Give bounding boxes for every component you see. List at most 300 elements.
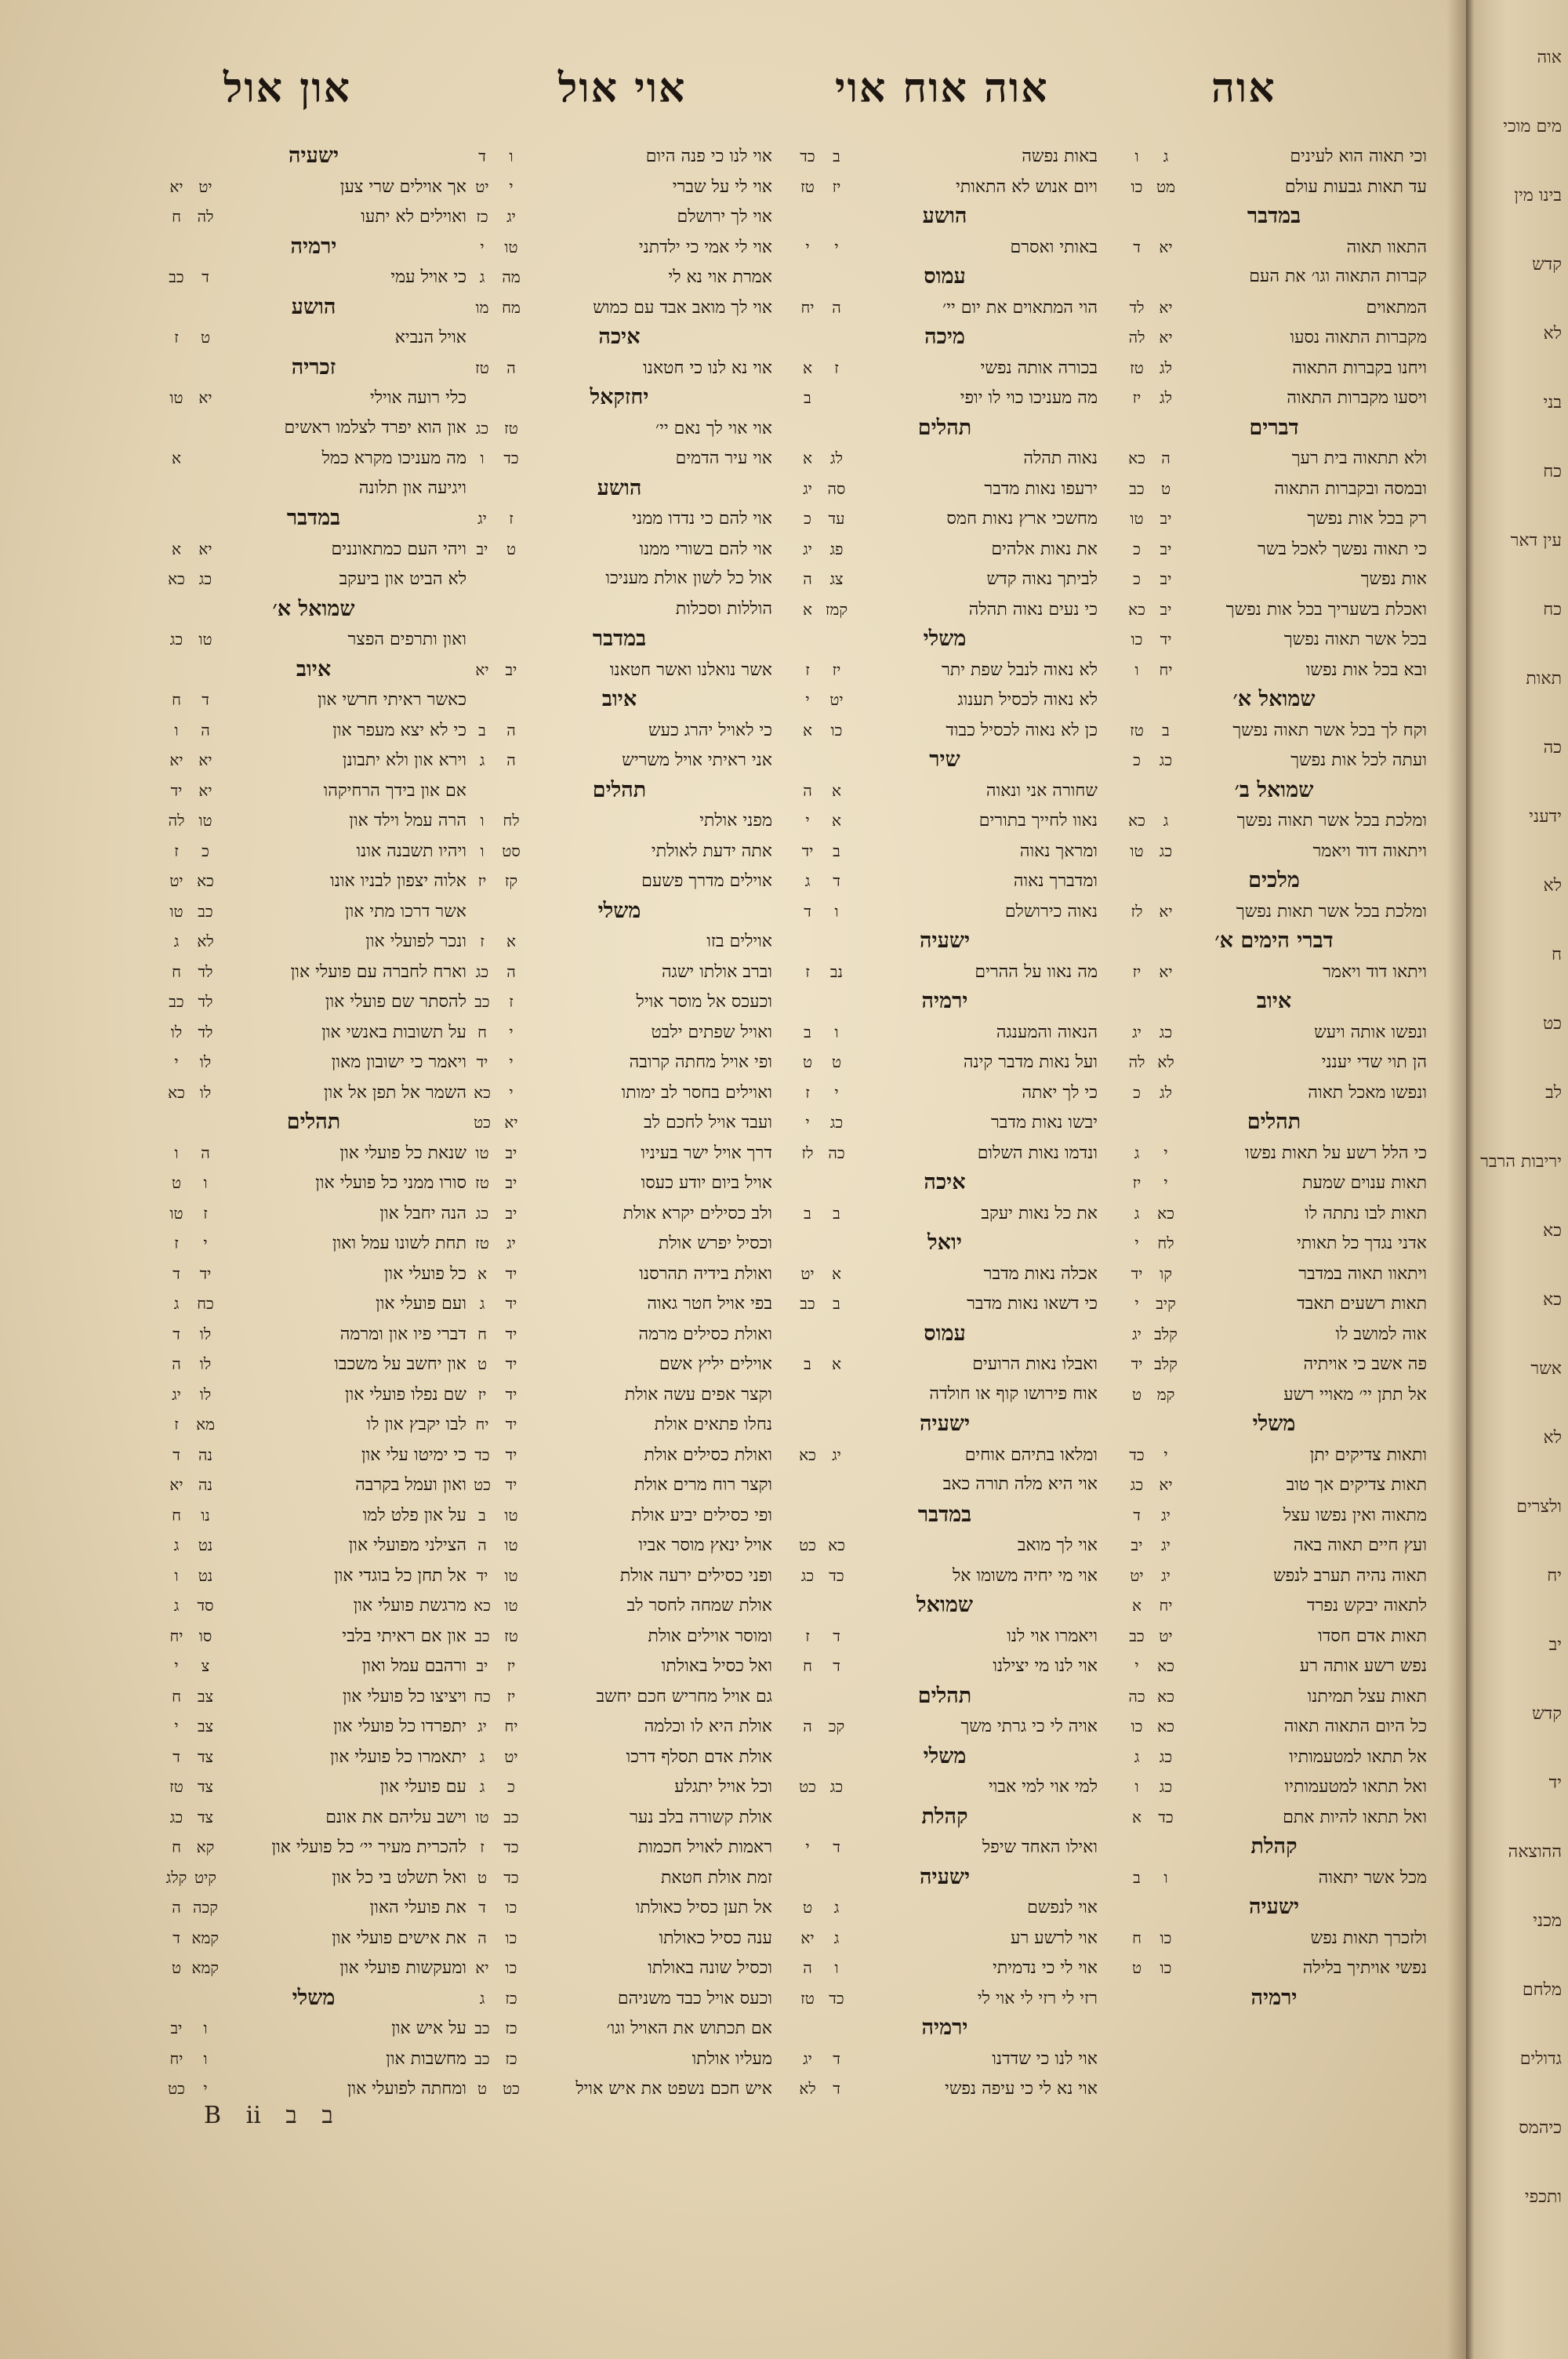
entry-text: ומלכת בכל אשר תאוה נפשך [1236,811,1427,831]
chapter-number: ז [834,358,839,377]
chapter-number: נה [198,1475,212,1494]
facing-page-fragment: לא [1543,1428,1562,1448]
book-heading [1121,413,1427,444]
entry-text: כי אויל עמי [390,267,466,287]
book-heading-label: איכה [924,1170,966,1194]
facing-page-fragment: לא [1543,876,1562,896]
entry-text: ואל כסיל באולתו [661,1656,772,1676]
entry-text: איש חכם נשפט את איש אויל [575,2079,772,2099]
chapter-number: כז [505,2019,517,2037]
entry-text: וקצר רוח מרים אולת [633,1475,772,1495]
running-head-col2: אוי אול [558,64,687,112]
chapter-number: טו [504,1565,518,1585]
chapter-number: י [203,2079,208,2098]
chapter-number: לו [199,1324,212,1343]
chapter-number: כג [1159,1022,1173,1041]
chapter-number: יא [198,388,212,407]
verse-number: כו [1131,1717,1143,1736]
concordance-entry [161,1892,466,1923]
verse-number: כט [474,1113,491,1132]
chapter-number: לא [197,932,214,951]
concordance-entry [792,594,1098,625]
entry-text: בפי אויל חטר גאוה [647,1294,772,1314]
chapter-number: קיב [1156,1294,1176,1313]
concordance-entry [161,1379,466,1410]
verse-number: כב [1129,478,1145,498]
verse-number: כב [474,2048,490,2068]
concordance-entry [466,715,772,746]
entry-text: יתאמרו כל פועלי און [330,1747,466,1767]
verse-number: כא [799,1445,816,1464]
chapter-number: כג [1159,1777,1173,1796]
entry-text: הוללות וסכלות [675,598,772,619]
concordance-entry [466,1590,772,1621]
concordance-entry [466,232,772,263]
concordance-entry [466,987,772,1017]
book-heading [466,896,772,927]
entry-text: סורו ממני כל פועלי און [315,1173,466,1193]
chapter-number: ד [833,871,840,890]
verse-number: טו [169,901,183,921]
entry-text: ומדברך נאוה [1013,871,1098,891]
entry-text: ועתה לכל אות נפשך [1290,751,1427,770]
entry-text: אדני נגדך כל תאותי [1297,1234,1427,1253]
entry-text: אשר נואלנו ואשר חטאנו [609,660,772,680]
concordance-entry [1121,836,1427,867]
entry-text: און יחשב על משכבו [334,1354,466,1374]
book-heading [466,383,772,413]
entry-text: ואבלו נאות הרועים [972,1354,1098,1374]
entry-text: הצילני מפועלי און [348,1536,466,1555]
concordance-entry [1121,655,1427,685]
book-heading [792,202,1098,232]
chapter-number: טו [504,1536,518,1554]
entry-text: אוח פירושו קוף או חולדה [929,1383,1098,1404]
verse-number: טו [475,1807,489,1826]
verse-number: י [174,1052,179,1071]
concordance-entry [1121,172,1427,202]
entry-text: ומעקשות פועלי און [339,1958,466,1978]
verse-number: א [477,1263,487,1283]
verse-number: ח [172,207,181,226]
chapter-number: לה [197,207,214,226]
chapter-number: מה [502,267,521,286]
entry-text: ענה כסיל כאולתו [659,1928,772,1948]
chapter-number: כ [507,1777,515,1796]
concordance-entry [161,1259,466,1289]
verse-number: ט [171,1173,182,1192]
concordance-entry [792,776,1098,806]
concordance-entry [1121,1198,1427,1229]
concordance-entry [466,564,772,594]
chapter-number: יח [1159,1596,1173,1615]
entry-text: הרה עמל וילד און [349,811,466,831]
entry-text: הן תוי שדי יענני [1321,1052,1427,1072]
concordance-entry [466,1953,772,1983]
chapter-number: ב [833,1294,840,1313]
concordance-entry [161,1772,466,1802]
chapter-number: קיט [194,1867,217,1887]
chapter-number: י [509,176,514,196]
chapter-number: צב [197,1686,214,1706]
concordance-entry [466,1259,772,1289]
concordance-entry [1121,1138,1427,1169]
entry-text: ולזכרך תאות נפש [1310,1928,1427,1948]
concordance-entry [1121,1349,1427,1379]
facing-page-fragment: עין דאר [1510,531,1562,551]
verse-number: כא [474,1082,491,1102]
verse-number: כג [475,418,489,438]
facing-page-fragment: ח [1551,945,1562,965]
concordance-entry [161,805,466,836]
facing-page-fragment: יריבות הרבר [1480,1152,1562,1172]
verse-number: ד [1133,237,1141,256]
chapter-number: כו [1160,1928,1172,1947]
chapter-number: ט [831,1052,842,1071]
concordance-entry [161,2013,466,2044]
entry-text: אתה ידעת לאולתי [651,841,772,861]
verse-number: א [802,449,812,467]
concordance-entry [792,2074,1098,2104]
book-heading [792,322,1098,353]
chapter-number: צד [197,1807,214,1826]
concordance-entry [466,805,772,836]
entry-text: ועם פועלי און [376,1294,466,1314]
chapter-number: י [509,1052,514,1071]
verse-number: כו [1131,176,1143,196]
concordance-entry [1121,1561,1427,1591]
verse-number: ז [174,1415,179,1434]
concordance-entry [161,1500,466,1531]
verse-number: א [802,358,812,377]
entry-text: ומוסר אוילים אולת [648,1626,772,1646]
entry-text: אוילים יליץ אשם [659,1354,772,1374]
chapter-number: י [509,1022,514,1041]
entry-text: וברב אולתו ישגה [661,961,772,982]
verse-number: ו [174,1565,179,1585]
facing-page-fragment: לא [1543,324,1562,343]
concordance-entry [161,1681,466,1712]
verse-number: מו [475,297,489,317]
chapter-number: ז [203,1203,208,1223]
concordance-column-2 [466,141,772,2104]
concordance-entry [792,1621,1098,1652]
book-heading [792,2013,1098,2044]
concordance-entry [161,1017,466,1048]
verse-number: א [802,599,812,619]
concordance-entry [1121,1590,1427,1621]
chapter-number: קלב [1154,1324,1178,1343]
verse-number: ט [477,1354,488,1373]
verse-number: יג [1132,1324,1142,1343]
concordance-entry [161,1349,466,1379]
book-heading-label: במדבר [592,627,647,651]
chapter-number: לג [1160,388,1172,407]
entry-text: באותי ואסרם [1010,237,1098,257]
chapter-number: לד [198,1022,213,1041]
verse-number: טז [475,1234,489,1252]
entry-text: כי לא יצא מעפר און [332,720,466,740]
concordance-entry [1121,474,1427,504]
verse-number: ד [478,147,486,165]
concordance-entry [466,745,772,776]
verse-number: טז [475,1173,489,1192]
entry-text: אוי מי יחיה משומו אל [952,1565,1098,1586]
concordance-entry [466,1017,772,1048]
verse-number: י [1134,1294,1139,1313]
entry-text: ועל נאות מדבר קינה [963,1052,1098,1072]
verse-number: ג [173,1294,180,1313]
chapter-number: ב [833,147,840,165]
entry-text: ויום אנוש לא התאותי [956,176,1098,197]
concordance-entry [1121,1681,1427,1712]
concordance-entry [161,1047,466,1078]
concordance-entry [466,1349,772,1379]
chapter-number: יא [1159,1475,1173,1494]
facing-page-fragment: קדש [1532,255,1562,274]
chapter-number: יג [1161,1505,1171,1525]
verse-number: כג [475,1203,489,1223]
chapter-number: טו [198,811,212,830]
verse-number: י [805,811,810,830]
chapter-number: ד [833,1626,840,1645]
book-heading-label: ישעיה [919,929,971,953]
concordance-entry [1121,1228,1427,1259]
concordance-entry [161,2044,466,2074]
verse-number: יח [475,1415,489,1434]
concordance-entry [1121,1621,1427,1652]
concordance-entry [1121,1017,1427,1048]
entry-text: על און פלט למו [362,1505,466,1525]
concordance-entry [1121,1440,1427,1470]
concordance-entry [466,1832,772,1863]
concordance-entry [1121,1863,1427,1893]
verse-number: כו [1131,630,1143,649]
chapter-number: י [203,1234,208,1252]
book-heading-label: במדבר [917,1502,972,1527]
chapter-number: י [1163,1445,1168,1464]
concordance-entry [1121,353,1427,383]
running-head-col1: און אול [223,64,352,112]
verse-number: יב [1131,1536,1143,1554]
entry-text: אויה לי כי גרתי משך [960,1717,1098,1736]
book-heading-label: תהלים [592,777,647,802]
concordance-entry [792,1138,1098,1169]
concordance-entry [466,1711,772,1742]
entry-text: אוי לנו כי שדדנו [992,2048,1098,2069]
chapter-number: יא [504,1113,518,1132]
concordance-entry [1121,262,1427,293]
chapter-number: קו [1160,1263,1172,1283]
chapter-number: טו [504,1596,518,1615]
verse-number: ה [803,569,812,588]
facing-page-fragment: לב [1545,1083,1562,1103]
facing-page-fragment: מים מוכי [1503,117,1562,136]
concordance-entry [466,172,772,202]
concordance-column-1 [161,141,466,2104]
chapter-number: א [831,780,841,800]
verse-number: יז [1132,388,1142,407]
chapter-number: ז [509,992,514,1011]
verse-number: ד [172,1747,180,1766]
book-heading-label: מלכים [1248,868,1300,892]
verse-number: ה [803,1958,812,1977]
book-heading-label: ישעיה [288,144,339,168]
chapter-number: סד [197,1596,214,1615]
entry-text: ונדמו נאות השלום [977,1143,1098,1163]
chapter-number: סו [198,1626,212,1645]
chapter-number: טז [504,1626,518,1645]
concordance-entry [466,1651,772,1681]
verse-number: ח [172,1837,181,1856]
chapter-number: ו [203,2019,208,2037]
book-heading [792,745,1098,776]
book-heading-label: מיכה [924,325,965,349]
verse-number: ב [478,720,486,740]
entry-text: שם נפלו פועלי און [345,1384,466,1405]
chapter-number: קכה [193,1898,218,1917]
book-heading [792,1681,1098,1712]
entry-text: ובמסה ובקברות התאוה [1274,478,1427,499]
chapter-number: י [509,1082,514,1102]
facing-page-fragment: גדולים [1519,2049,1562,2069]
verse-number: יב [170,2019,183,2037]
verse-number: ג [479,267,485,286]
chapter-number: יז [506,1686,516,1706]
verse-number: כ [1133,539,1141,558]
concordance-entry [792,172,1098,202]
concordance-entry [792,534,1098,565]
concordance-entry [466,1078,772,1108]
entry-text: אוי עיר הדמים [675,449,772,468]
concordance-entry [1121,564,1427,594]
chapter-number: ה [832,297,841,317]
chapter-number: יג [506,1234,516,1252]
entry-text: להסתר שם פועלי און [325,992,466,1012]
book-heading [1121,776,1427,806]
book-heading [792,1802,1098,1833]
entry-text: תאות עצל תמיתנו [1307,1686,1427,1707]
concordance-entry [466,443,772,474]
entry-text: וכי תאוה הוא לעינים [1290,147,1427,166]
entry-text: מה מעניכו כוי לו יופי [960,388,1098,408]
book-heading-label: תהלים [286,1110,341,1134]
verse-number: ט [802,1898,813,1917]
facing-page-fragment: יד [1548,1773,1562,1793]
verse-number: טו [169,388,183,407]
chapter-number: כח [197,1294,214,1313]
concordance-entry [161,624,466,655]
chapter-number: לג [1160,1082,1172,1102]
book-heading-label: תהלים [917,1683,972,1708]
book-heading [1121,202,1427,232]
concordance-entry [466,1228,772,1259]
book-heading [792,1742,1098,1772]
chapter-number: י [1163,1143,1168,1162]
verse-number: טז [800,176,815,196]
verse-number: י [174,1717,179,1736]
entry-text: כי ימיטו עלי און [361,1445,466,1465]
chapter-number: קמא [191,1928,219,1947]
entry-text: ואולת כסילים אולת [644,1445,772,1465]
chapter-number: יד [505,1354,517,1373]
chapter-number: ה [506,961,516,981]
book-heading-label: תהלים [917,415,972,440]
entry-text: בכל אשר תאוה נפשך [1283,630,1427,649]
entry-text: לא נאוה לכסיל תענוג [957,690,1098,710]
entry-text: אוי נא לנו כי חטאנו [643,358,772,378]
chapter-number: נב [829,961,844,981]
concordance-entry [792,1711,1098,1742]
entry-text: כי נעים נאוה תהלה [968,599,1098,620]
entry-text: אל תתן יי׳ מאויי רשע [1283,1384,1427,1405]
concordance-column-4 [1121,141,1427,2013]
book-heading [792,262,1098,293]
book-heading-label: הושע [922,204,967,228]
chapter-number: ג [833,1898,840,1917]
entry-text: בכורה אותה נפשי [980,358,1098,378]
entry-text: אוי להם כי נדדו ממני [632,509,772,529]
verse-number: יט [169,871,183,890]
chapter-number: יח [1159,660,1173,679]
concordance-entry [161,745,466,776]
verse-number: י [805,1837,810,1856]
entry-text: אולת היא לו וכלמה [644,1717,772,1736]
chapter-number: יח [504,1717,518,1736]
entry-text: ואולת כסילים מרמה [638,1324,772,1344]
verse-number: ג [173,932,180,951]
entry-text: נחלו פתאים אולת [654,1415,772,1434]
concordance-entry [466,655,772,685]
concordance-entry [161,1863,466,1893]
chapter-number: כו [505,1898,517,1917]
chapter-number: כד [503,449,519,467]
verse-number: יג [1132,1022,1142,1041]
concordance-entry [1121,1470,1427,1500]
entry-text: אוי לי כי נדמיתי [993,1958,1098,1978]
entry-text: נפש רשע אותה רע [1299,1656,1427,1676]
concordance-entry [161,1832,466,1863]
concordance-entry [792,1379,1098,1410]
chapter-number: יד [505,1384,517,1404]
book-heading [792,1168,1098,1198]
concordance-entry [1121,624,1427,655]
entry-text: רזי לי רזי לי אוי לי [977,1988,1098,2008]
entry-text: יבשו נאות מדבר [991,1113,1098,1132]
verse-number: ו [174,1143,179,1162]
chapter-number: צד [197,1777,214,1796]
entry-text: ונפשו אותה ויעש [1314,1022,1427,1042]
book-heading-label: במדבר [1247,204,1301,228]
concordance-entry [792,293,1098,323]
verse-number: א [1131,1807,1142,1826]
book-heading-label: דברי הימים א׳ [1214,929,1334,953]
chapter-number: י [1163,1173,1168,1192]
concordance-entry [466,1500,772,1531]
concordance-entry [161,1289,466,1319]
entry-text: אל תחן כל בוגדי און [334,1565,466,1586]
entry-text: עד תאות גבעות עולם [1284,176,1427,197]
concordance-entry [792,474,1098,504]
book-heading-label: ישעיה [919,1864,971,1889]
chapter-number: יב [1160,599,1172,619]
chapter-number: ז [509,509,514,528]
chapter-number: לו [199,1052,212,1071]
chapter-number: כד [1158,1807,1174,1826]
entry-text: לתאוה יבקש נפרד [1307,1596,1427,1616]
verse-number: יז [1132,961,1142,981]
verse-number: כח [474,1686,491,1706]
